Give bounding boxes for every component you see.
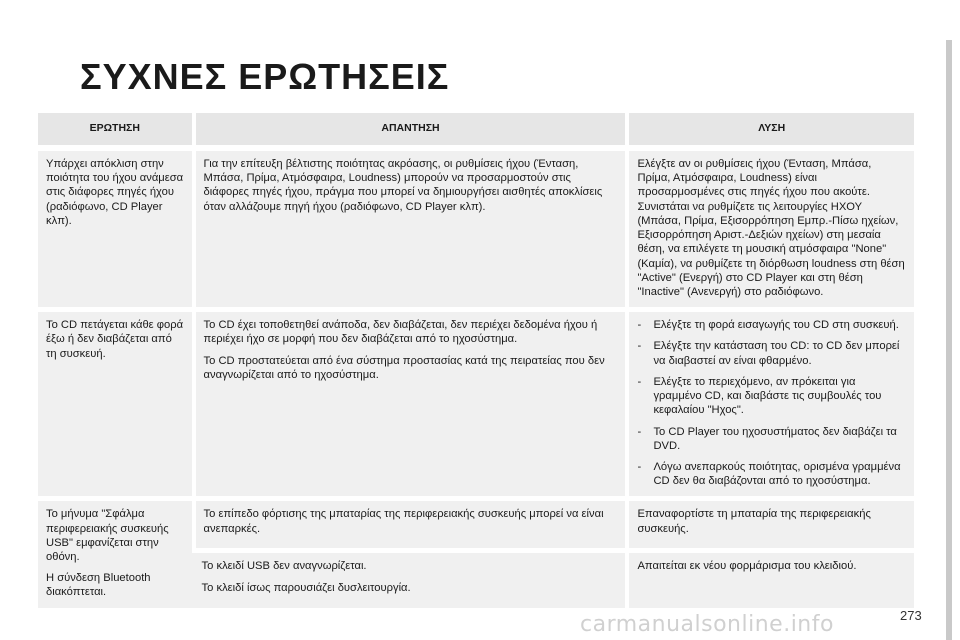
solution-cell [627,499,914,551]
page-title: ΣΥΧΝΕΣ ΕΡΩΤΗΣΕΙΣ [80,56,450,97]
solution-list [637,318,906,488]
side-divider [946,40,952,640]
question-cell [38,148,194,310]
question-cell [38,499,194,608]
answer-text: Το κλειδί USB δεν αναγνωρίζεται. [201,560,367,573]
header-solution: ΛΥΣΗ [627,113,914,148]
watermark: carmanualsonline.info [580,612,834,637]
answer-text: Για την επίτευξη βέλτιστης ποιότητας ακρόασης, οι ρυθμίσεις ήχου (Ένταση, Μπάσα, Πρίμα, Ατμόσφαιρα, Loudness) μπορούν να προσαρμοστούν στις διάφορες πηγές ήχου, πράγμα που μπορεί να δημιουργήσει αισθητές αποκλίσεις όταν αλλάζουμε πηγή ήχου (ραδιόφωνο, CD Player κλπ). [203,158,603,213]
question-text: Υπάρχει απόκλιση στην ποιότητα του ήχου ανάμεσα στις διάφορες πηγές ήχου (ραδιόφωνο, CD Player κλπ). [46,158,184,227]
answer-cell [194,499,628,551]
solution-text: Ελέγξτε αν οι ρυθμίσεις ήχου (Ένταση, Μπάσα, Πρίμα, Ατμόσφαιρα, Loudness) είναι προσαρμοσμένες στις πηγές ήχου που ακούτε. Συνιστάται να ρυθμίζετε τις λειτουργίες ΗΧΟΥ (Μπάσα, Πρίμα, Εξισορρόπηση Εμπρ.-Πίσω ηχείων, Εξισορρόπηση Αριστ.-Δεξιών ηχείων) στη μεσαία θέση, να επιλέγετε τη μουσική ατμόσφαιρα "None" (Καμία), να ρυθμίζετε τη διόρθωση loudness στη θέση "Active" (Ενεργή) στο CD Player και στη θέση "Inactive" (Ανενεργή) στο ραδιόφωνο. [637,158,905,298]
answer-cell [194,551,628,608]
question-cell [38,310,194,499]
solution-text: Απαιτείται εκ νέου φορμάρισμα του κλειδιού. [637,560,857,573]
list-item: - Ελέγξτε το περιεχόμενο, αν πρόκειται για γραμμένο CD, και διαβάστε τις συμβουλές του κεφαλαίου "Ηχος". [637,375,906,418]
table-row [38,148,914,310]
list-item: - Ελέγξτε τη φορά εισαγωγής του CD στη συσκευή. [637,318,906,332]
solution-cell [627,551,914,608]
header-question: ΕΡΩΤΗΣΗ [38,113,194,148]
answer-text: Το κλειδί ίσως παρουσιάζει δυσλειτουργία. [201,581,411,594]
solution-cell [627,148,914,310]
question-text: Το μήνυμα "Σφάλμα περιφερειακής συσκευής USB" εμφανίζεται στην οθόνη. [46,508,169,564]
solution-text: Επαναφορτίστε τη μπαταρία της περιφερειακής συσκευής. [637,508,871,535]
list-item: - Το CD Player του ηχοσυστήματος δεν διαβάζει τα DVD. [637,425,906,453]
answer-cell [194,148,628,310]
table-row [38,310,914,499]
answer-text: Το επίπεδο φόρτισης της μπαταρίας της περιφερειακής συσκευής μπορεί να είναι ανεπαρκές. [203,508,604,535]
faq-table [38,113,914,608]
answer-cell [194,310,628,499]
page-number: 273 [900,608,922,623]
table-header-row [38,113,914,148]
question-text: Η σύνδεση Bluetooth διακόπτεται. [46,572,151,599]
solution-cell [627,310,914,499]
list-item: - Ελέγξτε την κατάσταση του CD: το CD δεν μπορεί να διαβαστεί αν είναι φθαρμένο. [637,339,906,367]
answer-text: Το CD προστατεύεται από ένα σύστημα προστασίας κατά της πειρατείας που δεν αναγνωρίζεται από το ηχοσύστημα. [203,354,605,381]
list-item: - Λόγω ανεπαρκούς ποιότητας, ορισμένα γραμμένα CD δεν θα διαβάζονται από το ηχοσύστημα. [637,460,906,488]
answer-text: Το CD έχει τοποθετηθεί ανάποδα, δεν διαβάζεται, δεν περιέχει δεδομένα ήχου ή περιέχει ήχο σε μορφή που δεν διαβάζεται από το ηχοσύστημα. [203,319,598,346]
table-row [38,499,914,551]
header-answer: ΑΠΑΝΤΗΣΗ [194,113,628,148]
question-text: Το CD πετάγεται κάθε φορά έξω ή δεν διαβάζεται από τη συσκευή. [46,319,184,360]
